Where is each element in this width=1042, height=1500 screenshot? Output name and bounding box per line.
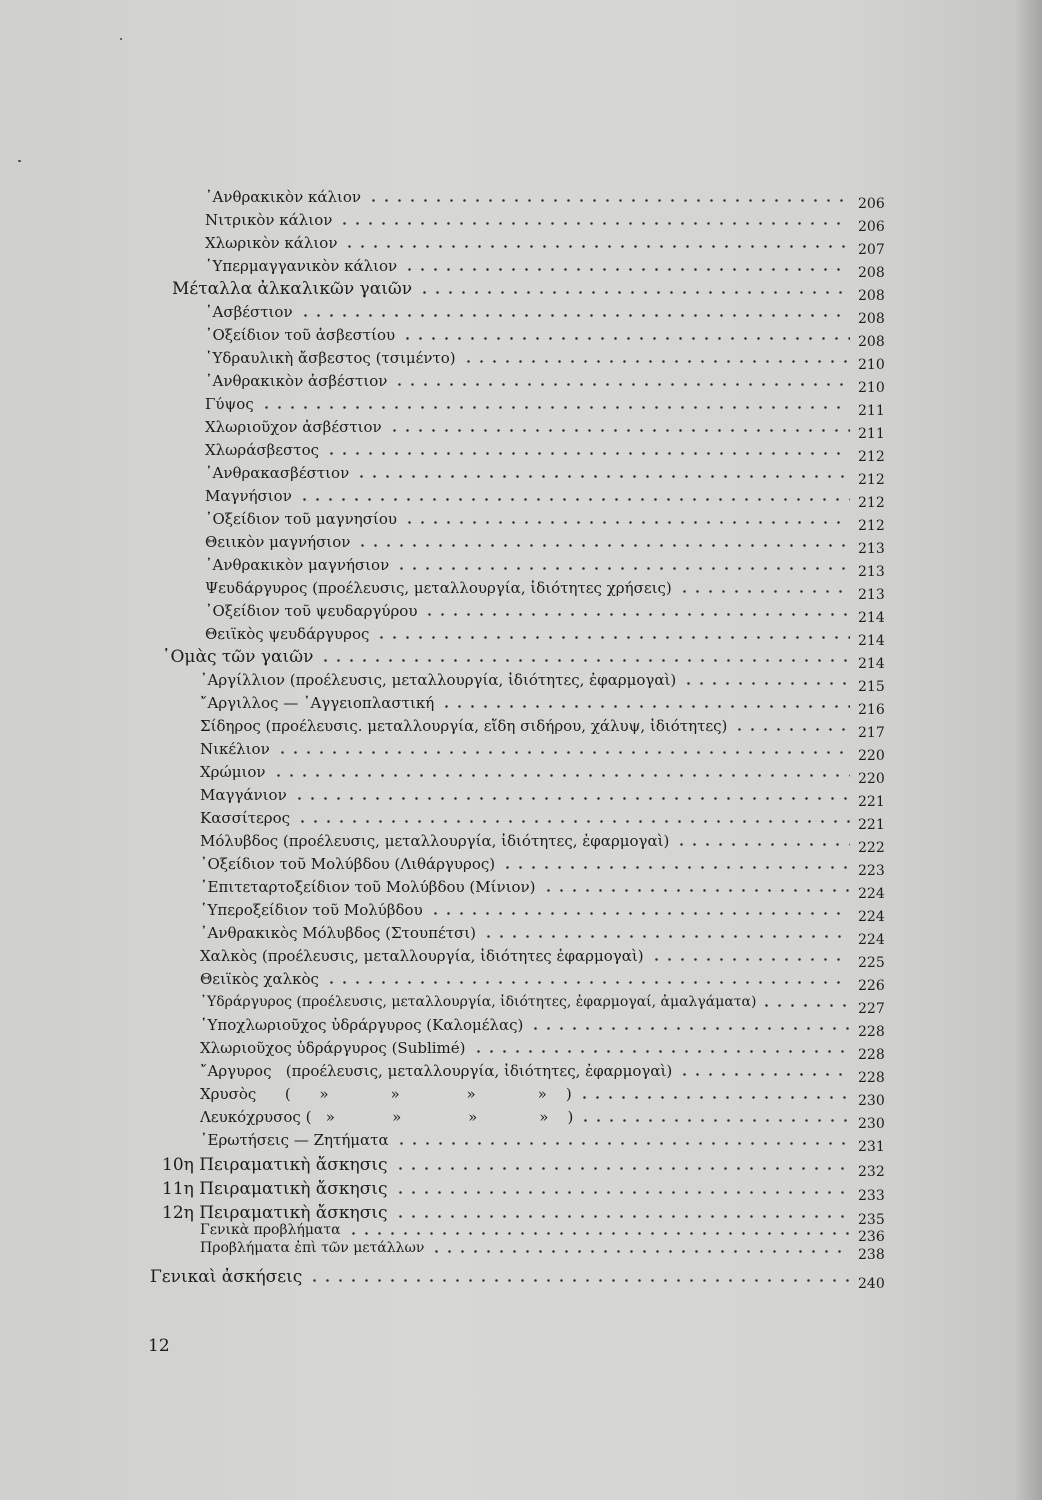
toc-entry-page: 213 <box>858 587 885 603</box>
toc-entry-page: 228 <box>858 1047 885 1063</box>
toc-entry-page: 212 <box>858 495 885 511</box>
toc-entry-title: ᾿Ανθρακικὸν κάλιον <box>205 188 362 206</box>
dot-leader <box>395 1142 850 1145</box>
toc-entry-page: 220 <box>858 748 885 764</box>
toc-entry <box>200 666 892 695</box>
toc-entry-page: 211 <box>858 426 885 442</box>
dot-leader <box>299 314 850 317</box>
toc-entry-title: Χαλκὸς (προέλευσις, μεταλλουργία, ἰδιότητες ἐφαρμογαὶ) <box>200 947 644 965</box>
toc-entry-page: 230 <box>858 1116 885 1132</box>
dot-leader <box>401 337 850 340</box>
toc-entry <box>200 827 892 856</box>
toc-entry <box>200 1034 892 1063</box>
dot-leader <box>375 636 850 639</box>
dot-leader <box>733 728 850 731</box>
toc-entry-page: 210 <box>858 380 885 396</box>
dot-leader <box>325 981 850 984</box>
toc-entry-page: 208 <box>858 288 885 304</box>
toc-entry-title: ᾿Οξείδιον τοῦ μαγνησίου <box>205 510 397 528</box>
dot-leader <box>298 498 850 501</box>
toc-entry-page: 224 <box>858 932 885 948</box>
toc-entry-page: 216 <box>858 702 885 718</box>
dot-leader <box>395 567 850 570</box>
toc-entry-title: Θειικὸν μαγνήσιον <box>205 533 351 551</box>
toc-entry-title: ῾Υδραυλικὴ ἄσβεστος (τσιμέντο) <box>205 349 456 367</box>
toc-entry <box>205 436 892 465</box>
toc-entry-page: 208 <box>858 265 885 281</box>
toc-section-heading <box>150 1263 892 1292</box>
dot-leader <box>393 383 850 386</box>
dot-leader <box>429 912 850 915</box>
dot-leader <box>423 613 850 616</box>
dot-leader <box>338 222 850 225</box>
toc-entry-title: Κασσίτερος <box>200 809 291 827</box>
dot-leader <box>578 1096 850 1099</box>
dot-leader <box>356 544 850 547</box>
toc-entry <box>205 344 892 373</box>
toc-entry-title: Θειϊκὸς ψευδάργυρος <box>205 625 370 643</box>
toc-entry-page: 236 <box>858 1229 885 1245</box>
toc-entry-title: Χρυσὸς ( » » » » ) <box>200 1085 572 1103</box>
scan-speck <box>120 38 122 40</box>
toc-entry-page: 207 <box>858 242 885 258</box>
toc-entry <box>200 988 892 1017</box>
dot-leader <box>293 797 850 800</box>
dot-leader <box>542 889 850 892</box>
toc-entry <box>200 896 892 925</box>
toc-entry-title: 11η Πειραματικὴ ἄσκησις <box>162 1179 388 1199</box>
toc-entry-title: ᾿Ανθρακικὸν ἀσβέστιον <box>205 372 388 390</box>
toc-entry <box>205 574 892 603</box>
toc-entry-page: 222 <box>858 840 885 856</box>
toc-entry-page: 212 <box>858 449 885 465</box>
toc-entry-page: 212 <box>858 472 885 488</box>
toc-entry <box>200 1240 892 1263</box>
dot-leader <box>325 452 850 455</box>
toc-entry-page: 223 <box>858 863 885 879</box>
toc-entry-page: 210 <box>858 357 885 373</box>
dot-leader <box>403 521 850 524</box>
toc-entry-title: ῎Αργιλλος — ᾿Αγγειοπλαστική <box>200 694 435 712</box>
toc-entry-page: 213 <box>858 541 885 557</box>
toc-entry <box>200 919 892 948</box>
toc-entry-title: Προβλήματα ἐπὶ τῶν μετάλλων <box>200 1240 425 1256</box>
toc-entry-title: ᾿Ανθρακασβέστιον <box>205 464 350 482</box>
toc-entry-page: 221 <box>858 794 885 810</box>
toc-entry-title: ᾿Ανθρακικὸν μαγνήσιον <box>205 556 390 574</box>
toc-entry-title: ῾Υποχλωριοῦχος ὑδράργυρος (Καλομέλας) <box>200 1016 524 1034</box>
toc-entry <box>205 321 892 350</box>
toc-entry-title: Χρώμιον <box>200 763 266 781</box>
dot-leader <box>482 935 850 938</box>
dot-leader <box>678 590 850 593</box>
toc-entry-title: ᾿Ασβέστιον <box>205 303 293 321</box>
toc-entry-title: ᾿Οξείδιον τοῦ ψευδαργύρου <box>205 602 418 620</box>
dot-leader <box>760 1004 850 1007</box>
dot-leader <box>394 1167 851 1170</box>
toc-entry-title: Μαγγάνιον <box>200 786 287 804</box>
toc-entry <box>200 1011 892 1040</box>
toc-entry-page: 220 <box>858 771 885 787</box>
toc-entry-title: ᾿Ανθρακικὸς Μόλυβδος (Στουπέτσι) <box>200 924 476 942</box>
toc-entry-page: 213 <box>858 564 885 580</box>
toc-entry-page: 208 <box>858 311 885 327</box>
dot-leader <box>682 682 850 685</box>
dot-leader <box>394 1191 851 1194</box>
toc-entry-title: Χλωρικὸν κάλιον <box>205 234 338 252</box>
toc-entry <box>205 597 892 626</box>
toc-entry <box>200 781 892 810</box>
toc-entry <box>200 712 892 741</box>
dot-leader <box>579 1119 850 1122</box>
page-number: 12 <box>148 1336 170 1356</box>
toc-entry <box>200 1103 892 1132</box>
dot-leader <box>440 705 850 708</box>
toc-entry-page: 212 <box>858 518 885 534</box>
toc-entry-title: Σίδηρος (προέλευσις. μεταλλουργία, εἴδη σιδήρου, χάλυψ, ἰδιότητες) <box>200 717 728 735</box>
toc-entry-page: 232 <box>858 1164 885 1180</box>
toc-entry-title: Γύψος <box>205 395 254 413</box>
toc-entry <box>205 367 892 396</box>
dot-leader <box>296 820 850 823</box>
toc-entry-page: 238 <box>858 1247 885 1263</box>
toc-entry-title: ῾Υπερμαγγανικὸν κάλιον <box>205 257 398 275</box>
toc-entry-title: Θειϊκὸς χαλκὸς <box>200 970 319 988</box>
toc-entry-page: 214 <box>858 610 885 626</box>
dot-leader <box>675 843 850 846</box>
toc-entry-title: ῾Ομὰς τῶν γαιῶν <box>162 647 314 667</box>
toc-entry-title: Γενικὰ προβλήματα <box>200 1222 341 1238</box>
toc-entry-page: 211 <box>858 403 885 419</box>
dot-leader <box>343 245 850 248</box>
toc-entry <box>200 689 892 718</box>
toc-entry <box>205 482 892 511</box>
dot-leader <box>276 751 850 754</box>
toc-entry-title: ᾿Οξείδιον τοῦ ἀσβεστίου <box>205 326 396 344</box>
toc-entry-page: 235 <box>858 1212 885 1228</box>
toc-entry-page: 221 <box>858 817 885 833</box>
dot-leader <box>388 429 850 432</box>
toc-entry-page: 227 <box>858 1001 885 1017</box>
dot-leader <box>272 774 850 777</box>
toc-entry-title: Γενικαὶ ἀσκήσεις <box>150 1267 303 1287</box>
toc-section-heading <box>162 643 892 672</box>
toc-entry-page: 214 <box>858 656 885 672</box>
toc-entry-title: Λευκόχρυσος ( » » » » ) <box>200 1108 574 1126</box>
dot-leader <box>529 1027 850 1030</box>
toc-entry-page: 206 <box>858 219 885 235</box>
toc-entry-title: ῾Υπεροξείδιον τοῦ Μολύβδου <box>200 901 423 919</box>
toc-entry-page: 214 <box>858 633 885 649</box>
dot-leader <box>650 958 850 961</box>
dot-leader <box>260 406 850 409</box>
toc-entry-title: Μαγνήσιον <box>205 487 292 505</box>
dot-leader <box>394 1215 851 1218</box>
toc-entry <box>205 229 892 258</box>
toc-entry-title: Χλωριοῦχον ἀσβέστιον <box>205 418 382 436</box>
toc-entry-title: Μόλυβδος (προέλευσις, μεταλλουργία, ἰδιότητες, ἐφαρμογαὶ) <box>200 832 670 850</box>
toc-entry-title: Ψευδάργυρος (προέλευσις, μεταλλουργία, ἰδιότητες χρήσεις) <box>205 579 672 597</box>
toc-entry <box>200 804 892 833</box>
dot-leader <box>355 475 850 478</box>
toc-entry <box>200 735 892 764</box>
toc-entry-title: ᾿Αργίλλιον (προέλευσις, μεταλλουργία, ἰδιότητες, ἐφαρμογαὶ) <box>200 671 677 689</box>
toc-section-heading <box>162 1151 892 1180</box>
toc-entry-page: 228 <box>858 1024 885 1040</box>
page-edge-shadow <box>1014 0 1042 1500</box>
toc-entry-page: 224 <box>858 909 885 925</box>
dot-leader <box>501 866 850 869</box>
dot-leader <box>418 291 850 294</box>
dot-leader <box>308 1279 850 1282</box>
toc-entry-page: 233 <box>858 1188 885 1204</box>
toc-entry-page: 226 <box>858 978 885 994</box>
toc-entry <box>200 1057 892 1086</box>
toc-section-heading <box>162 1175 892 1204</box>
toc-entry <box>205 551 892 580</box>
toc-entry <box>200 758 892 787</box>
toc-entry <box>205 620 892 649</box>
toc-entry-title: 12η Πειραματικὴ ἄσκησις <box>162 1203 388 1223</box>
toc-section-heading <box>172 275 892 304</box>
toc-entry-title: 10η Πειραματικὴ ἄσκησις <box>162 1155 388 1175</box>
scan-speck <box>18 160 21 162</box>
toc-entry-page: 206 <box>858 196 885 212</box>
toc-entry-page: 208 <box>858 334 885 350</box>
toc-entry-page: 230 <box>858 1093 885 1109</box>
toc-entry-title: Μέταλλα ἀλκαλικῶν γαιῶν <box>172 279 413 299</box>
dot-leader <box>472 1050 850 1053</box>
toc-entry <box>200 942 892 971</box>
toc-entry <box>205 390 892 419</box>
toc-entry-page: 224 <box>858 886 885 902</box>
toc-entry <box>200 873 892 902</box>
toc-entry-title: ᾿Επιτεταρτοξείδιον τοῦ Μολύβδου (Μίνιον) <box>200 878 536 896</box>
toc-entry-title: ᾿Οξείδιον τοῦ Μολύβδου (Λιθάργυρος) <box>200 855 496 873</box>
toc-entry-title: Νικέλιον <box>200 740 270 758</box>
dot-leader <box>319 659 850 662</box>
toc-entry-page: 225 <box>858 955 885 971</box>
toc-entry-title: Χλωριοῦχος ὑδράργυρος (Sublimé) <box>200 1039 466 1057</box>
toc-entry-page: 228 <box>858 1070 885 1086</box>
toc-entry <box>205 505 892 534</box>
toc-entry-page: 240 <box>858 1276 885 1292</box>
toc-entry-title: Νιτρικὸν κάλιον <box>205 211 333 229</box>
dot-leader <box>347 1232 850 1235</box>
toc-entry <box>205 459 892 488</box>
toc-entry-page: 215 <box>858 679 885 695</box>
toc-entry <box>205 413 892 442</box>
toc-entry <box>205 252 892 281</box>
toc-entry <box>200 965 892 994</box>
toc-entry-page: 231 <box>858 1139 885 1155</box>
dot-leader <box>462 360 850 363</box>
toc-entry-title: ῾Υδράργυρος (προέλευσις, μεταλλουργία, ἰδιότητες, ἐφαρμογαί, ἀμαλγάματα) <box>200 994 757 1010</box>
toc-entry-page: 217 <box>858 725 885 741</box>
toc-entry <box>200 1126 892 1155</box>
toc-entry-title: ῎Αργυρος (προέλευσις, μεταλλουργία, ἰδιότητες, ἐφαρμογαὶ) <box>200 1062 673 1080</box>
dot-leader <box>678 1073 850 1076</box>
dot-leader <box>403 268 850 271</box>
toc-entry <box>205 528 892 557</box>
toc-entry <box>205 183 892 212</box>
toc-entry <box>205 206 892 235</box>
toc-entry <box>205 298 892 327</box>
dot-leader <box>367 199 850 202</box>
toc-entry-title: Χλωράσβεστος <box>205 441 320 459</box>
toc-entry <box>200 850 892 879</box>
toc-entry <box>200 1080 892 1109</box>
dot-leader <box>430 1250 850 1253</box>
toc-entry-title: ᾿Ερωτήσεις — Ζητήματα <box>200 1131 389 1149</box>
